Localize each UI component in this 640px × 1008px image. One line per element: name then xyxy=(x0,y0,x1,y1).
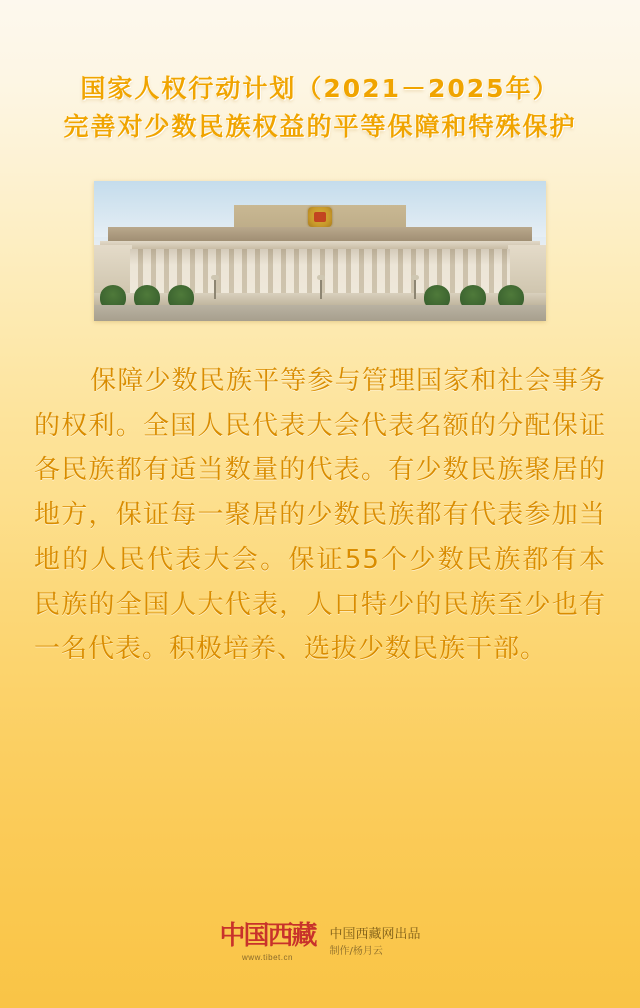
credit-label: 制作/杨月云 xyxy=(329,945,383,957)
great-hall-of-the-people-photo xyxy=(94,181,546,321)
plaza-ground xyxy=(94,305,546,321)
logo-url: www.tibet.cn xyxy=(242,953,293,962)
national-emblem-icon xyxy=(308,207,332,227)
footer-texts xyxy=(330,926,421,959)
title-block xyxy=(0,0,640,145)
tibet-net-logo xyxy=(219,923,315,962)
body-paragraph: 保障少数民族平等参与管理国家和社会事务的权利。全国人民代表大会代表名额的分配保证各民族都有适当数量的代表。有少数民族聚居的地方，保证每一聚居的少数民族都有代表参加当地的人民代表大会。保证55个少数民族都有本民族的全国人大代表，人口特少的民族至少也有一名代表。积极培养、选拔少数民族干部。 xyxy=(34,366,606,665)
photo-canvas xyxy=(94,181,546,321)
building-cornice xyxy=(100,241,540,249)
street-lamp-icon xyxy=(320,279,322,299)
logo-mark-icon: 中国西藏 xyxy=(219,921,316,951)
body-paragraph-block xyxy=(34,359,606,672)
footer xyxy=(0,923,640,962)
producer-label: 中国西藏网出品 xyxy=(329,926,421,942)
street-lamp-icon xyxy=(214,279,216,299)
street-lamp-icon xyxy=(414,279,416,299)
poster-title-line-1: 国家人权行动计划（2021－2025年） xyxy=(80,74,560,103)
poster-title-line-2: 完善对少数民族权益的平等保障和特殊保护 xyxy=(63,111,577,141)
